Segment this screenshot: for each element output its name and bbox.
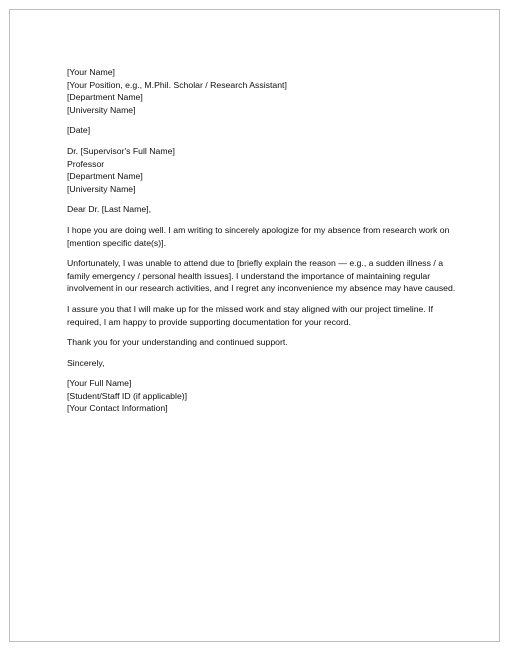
sender-position: [Your Position, e.g., M.Phil. Scholar / Research Assistant] (67, 79, 287, 90)
sender-name: [Your Name] (67, 67, 115, 77)
paragraph-2: Unfortunately, I was unable to attend due to [briefly explain the reason — e.g., a sudden illness / a family emergency / personal health issues]. I understand the importance of maintaining regular involvement in our research activities, and I regret any inconvenience my absence may have caused. (67, 258, 456, 294)
signature-contact: [Your Contact Information] (67, 403, 168, 414)
recipient-university: [University Name] (67, 183, 136, 194)
sender-department: [Department Name] (67, 92, 143, 103)
paragraph-1: I hope you are doing well. I am writing to sincerely apologize for my absence from research work on [mention specific date(s)]. (67, 224, 450, 248)
signature-name: [Your Full Name] (67, 378, 132, 389)
sender-university: [University Name] (67, 104, 136, 115)
closing-text: Sincerely, (67, 357, 105, 368)
salutation (67, 203, 457, 216)
sender-block (67, 66, 457, 116)
paragraph-4: Thank you for your understanding and continued support. (67, 337, 288, 348)
recipient-title: Professor (67, 158, 105, 169)
closing (67, 357, 457, 370)
paragraph-3: I assure you that I will make up for the missed work and stay aligned with our project timeline. If required, I am happy to provide supporting documentation for your record. (67, 303, 434, 327)
recipient-block (67, 145, 457, 195)
letter-body (67, 66, 457, 415)
letter-date: [Date] (67, 125, 91, 136)
recipient-name: Dr. [Supervisor's Full Name] (67, 145, 175, 156)
recipient-department: [Department Name] (67, 171, 143, 182)
date-block (67, 124, 457, 137)
signature-id: [Student/Staff ID (if applicable)] (67, 390, 188, 401)
signature-block (67, 377, 457, 415)
document-page (9, 9, 500, 642)
salutation-text: Dear Dr. [Last Name], (67, 204, 152, 215)
